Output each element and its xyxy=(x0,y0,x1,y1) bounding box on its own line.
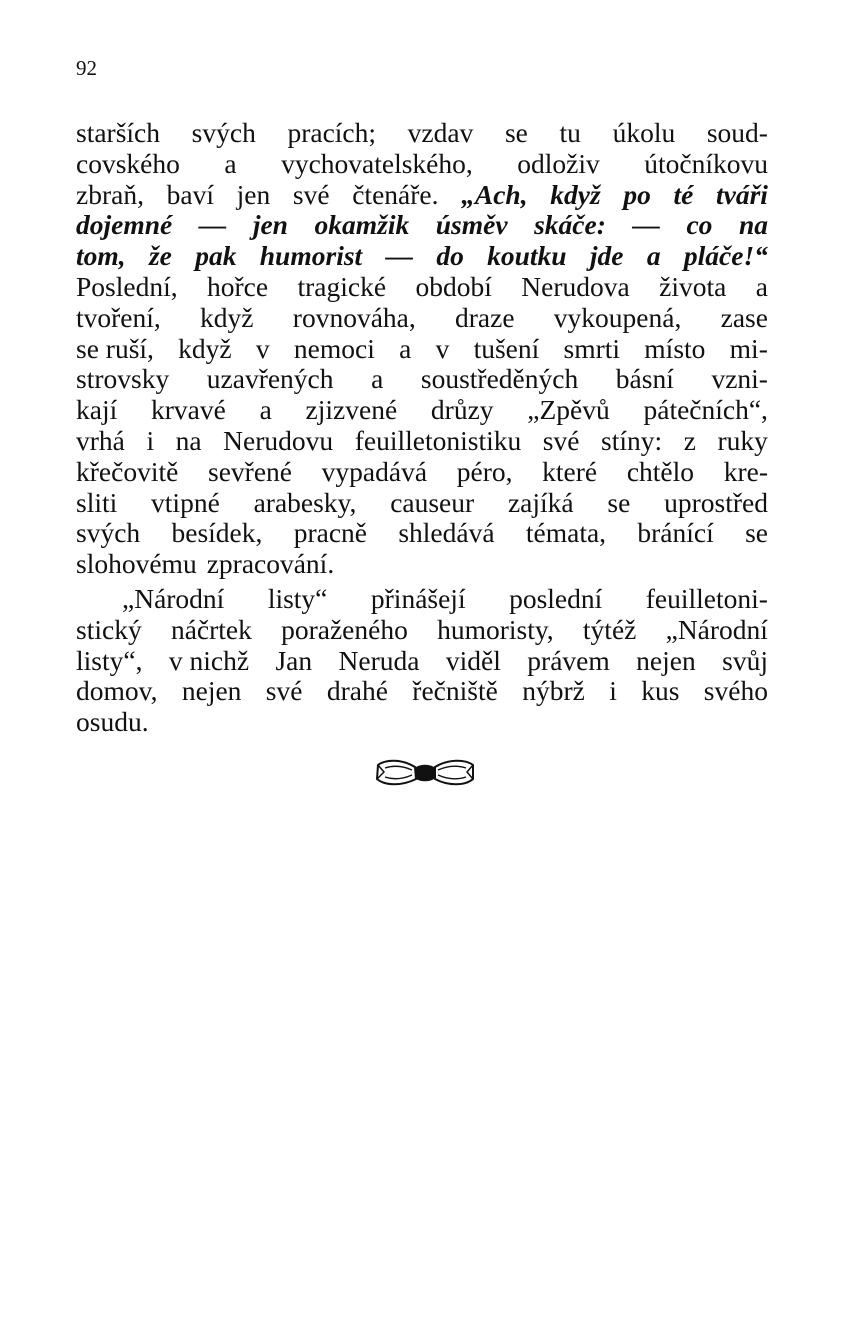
text-word: nejen xyxy=(636,644,696,676)
text-line xyxy=(76,241,768,272)
text-line xyxy=(76,364,768,395)
text-word: poslední xyxy=(509,582,603,614)
text-word: na xyxy=(738,209,768,241)
text-word: když xyxy=(200,301,254,333)
text-word: z xyxy=(683,424,696,456)
text-word: tu xyxy=(559,117,581,148)
text-line xyxy=(76,118,768,149)
text-word: jde xyxy=(589,240,624,272)
paragraph-1 xyxy=(76,118,768,580)
text-word: humorist xyxy=(259,240,363,272)
text-word: i xyxy=(609,675,617,707)
text-line xyxy=(76,584,768,615)
text-word: tvoření, xyxy=(76,301,161,333)
text-word: tragické xyxy=(297,270,387,302)
text-word: právem xyxy=(527,644,610,676)
text-word: i xyxy=(146,424,155,456)
text-word: které xyxy=(542,455,598,487)
text-word: že xyxy=(148,240,172,272)
text-word: řečniště xyxy=(412,675,498,707)
text-word: uprostřed xyxy=(664,486,768,518)
ribbon-bow-ornament-icon xyxy=(370,755,480,791)
text-word: koutku xyxy=(487,240,567,272)
text-word: když xyxy=(550,178,601,210)
text-word: hořce xyxy=(207,270,269,302)
text-word: vykoupená, xyxy=(553,301,682,333)
text-word: péro, xyxy=(456,455,513,487)
text-word: uzavřených xyxy=(206,363,334,395)
text-word: v xyxy=(435,332,450,364)
text-word: ruky xyxy=(717,424,768,456)
text-word: pak xyxy=(195,240,237,272)
text-line xyxy=(76,426,768,457)
text-word: a xyxy=(399,332,412,364)
text-word: básní xyxy=(615,363,674,395)
text-word: své xyxy=(292,178,330,210)
text-word: causeur xyxy=(390,486,475,518)
text-word: poraženého xyxy=(281,613,408,645)
text-word: tom, xyxy=(76,240,126,272)
text-line xyxy=(76,210,768,241)
text-word: se xyxy=(504,117,528,148)
text-word: života xyxy=(659,270,727,302)
text-word: období xyxy=(415,270,492,302)
text-word: co xyxy=(686,209,713,241)
text-word: sevřené xyxy=(208,455,292,487)
text-word: vzdav xyxy=(407,117,474,148)
text-word: a xyxy=(371,363,384,395)
text-line xyxy=(76,707,768,738)
text-word: a xyxy=(755,270,768,302)
text-word: po xyxy=(623,178,651,210)
text-word: smrti xyxy=(563,332,621,364)
text-word: shledává xyxy=(398,517,495,549)
text-word: když xyxy=(178,332,232,364)
text-word: soud- xyxy=(706,117,768,148)
text-word: nemoci xyxy=(293,332,375,364)
body-text xyxy=(76,118,768,738)
text-line xyxy=(76,676,768,707)
text-word: „Zpěvů xyxy=(527,394,610,426)
text-word: besídek, xyxy=(171,517,263,549)
text-word: útočníkovu xyxy=(644,147,768,179)
text-word: svých xyxy=(191,117,256,148)
text-word: rovnováha, xyxy=(292,301,416,333)
text-word: zbraň, xyxy=(76,178,144,210)
text-word: svého xyxy=(703,675,768,707)
text-word: a xyxy=(224,147,237,179)
text-word: Jan xyxy=(275,644,313,676)
text-word: v xyxy=(255,332,270,364)
text-line xyxy=(76,615,768,646)
text-word: arabesky, xyxy=(253,486,357,518)
paragraph-2 xyxy=(76,584,768,738)
text-word: vrhá xyxy=(76,424,125,456)
text-word: úkolu xyxy=(612,117,676,148)
text-word: pracně xyxy=(293,517,367,549)
text-line xyxy=(76,180,768,211)
text-word: své xyxy=(265,675,303,707)
text-word: vychovatelského, xyxy=(281,147,473,179)
text-word: domov, xyxy=(76,675,158,707)
text-word: listy“, xyxy=(76,644,143,676)
text-word: zjizvené xyxy=(305,394,398,426)
text-word: do xyxy=(436,240,464,272)
text-word: se xyxy=(745,517,768,549)
text-word: slohovému xyxy=(76,548,197,580)
text-word: viděl xyxy=(445,644,501,676)
text-word: feuilletonistiku xyxy=(354,424,522,456)
text-word: pláče!“ xyxy=(683,240,768,272)
text-word: přinášejí xyxy=(370,582,466,614)
text-word: covského xyxy=(76,147,180,179)
text-line xyxy=(76,272,768,303)
text-word: jen xyxy=(236,178,271,210)
text-word: feuilletoni- xyxy=(645,582,768,614)
text-word: kají xyxy=(76,394,118,426)
text-word: skáče: xyxy=(534,209,606,241)
text-word: strovsky xyxy=(76,363,170,395)
text-word: jen xyxy=(252,209,288,241)
text-line xyxy=(76,303,768,334)
text-word: náčrtek xyxy=(170,613,252,645)
text-word: témata, xyxy=(525,517,607,549)
text-word: Neruda xyxy=(338,644,420,676)
text-word: Nerudova xyxy=(521,270,630,302)
text-line xyxy=(76,395,768,426)
text-word: vzni- xyxy=(711,363,768,395)
text-word: nýbrž xyxy=(522,675,585,707)
text-word: bránící xyxy=(637,517,714,549)
text-word: nejen xyxy=(181,675,242,707)
text-word: svůj xyxy=(722,644,768,676)
text-word: baví xyxy=(166,178,214,210)
text-word: Poslední, xyxy=(76,270,178,302)
text-word: zajíká xyxy=(507,486,574,518)
text-word: čtenáře. xyxy=(352,178,439,210)
text-word: místo xyxy=(644,332,706,364)
text-word: „Národní xyxy=(122,582,225,614)
text-word: listy“ xyxy=(267,582,328,614)
text-word: týtéž xyxy=(582,613,637,645)
text-word: a xyxy=(646,240,661,272)
text-word: té xyxy=(673,178,694,210)
text-word: se xyxy=(607,486,631,518)
text-word: — xyxy=(632,209,660,241)
text-word: soustředěných xyxy=(420,363,579,395)
text-word: pracích; xyxy=(287,117,377,148)
text-word: zpracování. xyxy=(206,548,335,580)
text-line xyxy=(76,549,768,580)
text-word: drůzy xyxy=(430,394,494,426)
text-word: kre- xyxy=(723,455,768,487)
text-word: drahé xyxy=(326,675,388,707)
text-word: starších xyxy=(76,117,161,148)
text-line xyxy=(76,457,768,488)
text-line xyxy=(76,518,768,549)
text-word: kus xyxy=(641,675,680,707)
text-word: tváři xyxy=(716,178,768,210)
page-number: 92 xyxy=(76,56,97,80)
text-word: se ruší, xyxy=(76,332,154,364)
text-word: své xyxy=(542,424,580,456)
text-word: vypadává xyxy=(321,455,428,487)
text-word: odloživ xyxy=(517,147,600,179)
text-word: „Ach, xyxy=(461,178,528,210)
text-word: úsměv xyxy=(435,209,508,241)
text-word: stický xyxy=(76,613,142,645)
text-word: chtělo xyxy=(626,455,695,487)
text-line xyxy=(76,149,768,180)
text-word: — xyxy=(198,209,227,241)
text-word: okamžik xyxy=(314,209,410,241)
text-word: draze xyxy=(455,301,515,333)
text-word: tušení xyxy=(473,332,540,364)
text-word: krvavé xyxy=(151,394,226,426)
text-word: humoristy, xyxy=(437,613,554,645)
text-word: sliti xyxy=(76,486,118,518)
text-line xyxy=(76,334,768,365)
text-word: „Národní xyxy=(665,613,768,645)
text-word: a xyxy=(259,394,272,426)
text-word: stíny: xyxy=(601,424,663,456)
text-line xyxy=(76,646,768,677)
text-word: pátečních“, xyxy=(643,394,768,426)
text-word: na xyxy=(175,424,202,456)
text-word: svých xyxy=(76,517,141,549)
text-word: vtipné xyxy=(151,486,220,518)
text-word: Nerudovu xyxy=(223,424,334,456)
text-word: — xyxy=(385,240,413,272)
text-word: mi- xyxy=(729,332,768,364)
text-line xyxy=(76,488,768,519)
text-word: v nichž xyxy=(168,644,250,676)
text-word: dojemné xyxy=(76,209,173,241)
text-word: osudu. xyxy=(76,706,149,738)
text-word: zase xyxy=(720,301,768,333)
text-word: křečovitě xyxy=(76,455,179,487)
